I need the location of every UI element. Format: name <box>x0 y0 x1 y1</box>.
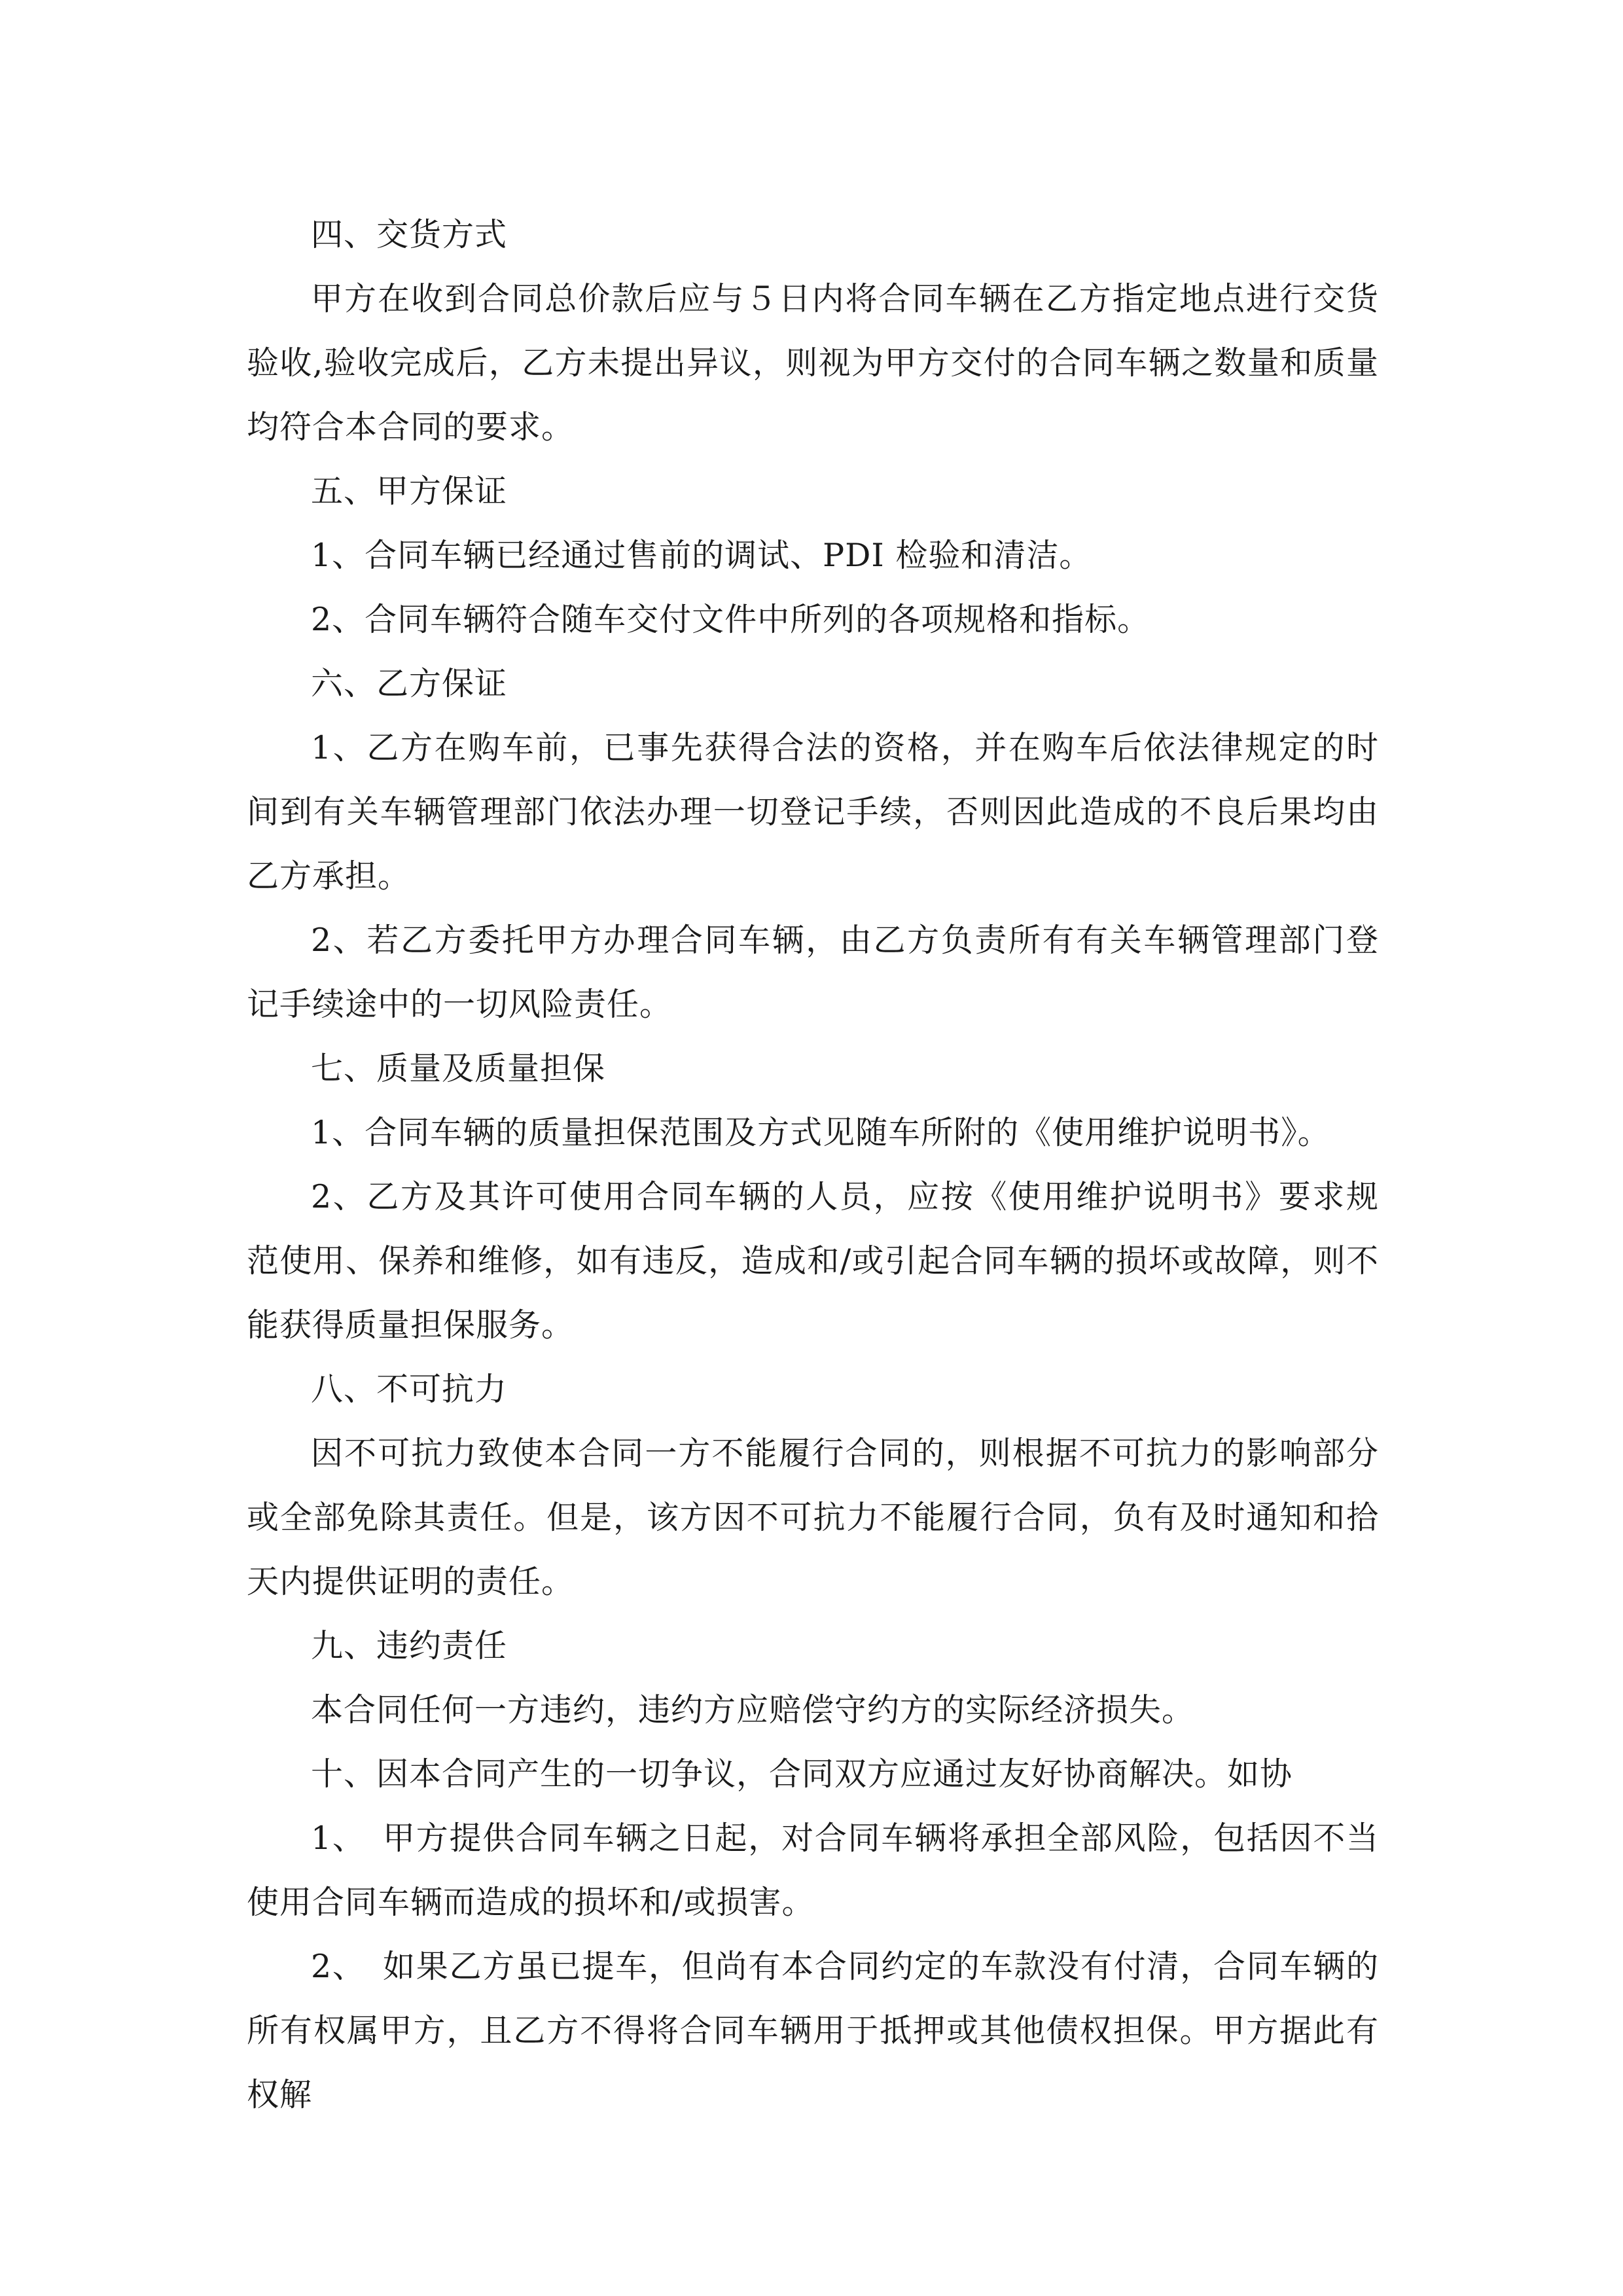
paragraph-breach: 本合同任何一方违约，违约方应赔偿守约方的实际经济损失。 <box>311 1691 1195 1729</box>
section-heading-quality: 七、质量及质量担保 <box>311 1050 606 1087</box>
paragraph-risk-2: 2、 如果乙方虽已提车，但尚有本合同约定的车款没有付清，合同车辆的所有权属甲方，且乙方不得将合同车辆用于抵押或其他债权担保。甲方据此有权解 <box>247 1948 1379 2113</box>
section-heading-delivery: 四、交货方式 <box>311 216 508 253</box>
paragraph-risk-1: 1、 甲方提供合同车辆之日起，对合同车辆将承担全部风险，包括因不当使用合同车辆而造成的损坏和/或损害。 <box>247 1820 1379 1921</box>
paragraph-party-a-warranty-1: 1、合同车辆已经通过售前的调试、PDI 检验和清洁。 <box>311 537 1092 574</box>
paragraph-party-b-warranty-1: 1、乙方在购车前，已事先获得合法的资格，并在购车后依法律规定的时间到有关车辆管理部门依法办理一切登记手续，否则因此造成的不良后果均由乙方承担。 <box>247 729 1379 895</box>
section-heading-party-a-warranty: 五、甲方保证 <box>311 473 508 510</box>
document-body <box>247 203 1379 2127</box>
section-heading-breach: 九、违约责任 <box>311 1627 508 1664</box>
paragraph-quality-2: 2、乙方及其许可使用合同车辆的人员，应按《使用维护说明书》要求规范使用、保养和维修，如有违反，造成和/或引起合同车辆的损坏或故障，则不能获得质量担保服务。 <box>247 1178 1379 1344</box>
section-heading-force-majeure: 八、不可抗力 <box>311 1371 508 1408</box>
paragraph-delivery-terms: 甲方在收到合同总价款后应与５日内将合同车辆在乙方指定地点进行交货验收,验收完成后，乙方未提出异议，则视为甲方交付的合同车辆之数量和质量均符合本合同的要求。 <box>247 280 1379 446</box>
section-heading-party-b-warranty: 六、乙方保证 <box>311 665 508 702</box>
paragraph-quality-1: 1、合同车辆的质量担保范围及方式见随车所附的《使用维护说明书》。 <box>311 1114 1330 1151</box>
paragraph-party-b-warranty-2: 2、若乙方委托甲方办理合同车辆，由乙方负责所有有关车辆管理部门登记手续途中的一切风险责任。 <box>247 922 1379 1023</box>
paragraph-disputes: 十、因本合同产生的一切争议，合同双方应通过友好协商解决。如协 <box>311 1755 1293 1793</box>
paragraph-force-majeure: 因不可抗力致使本合同一方不能履行合同的，则根据不可抗力的影响部分或全部免除其责任。但是，该方因不可抗力不能履行合同，负有及时通知和拾天内提供证明的责任。 <box>247 1435 1379 1600</box>
paragraph-party-a-warranty-2: 2、合同车辆符合随车交付文件中所列的各项规格和指标。 <box>311 601 1150 638</box>
